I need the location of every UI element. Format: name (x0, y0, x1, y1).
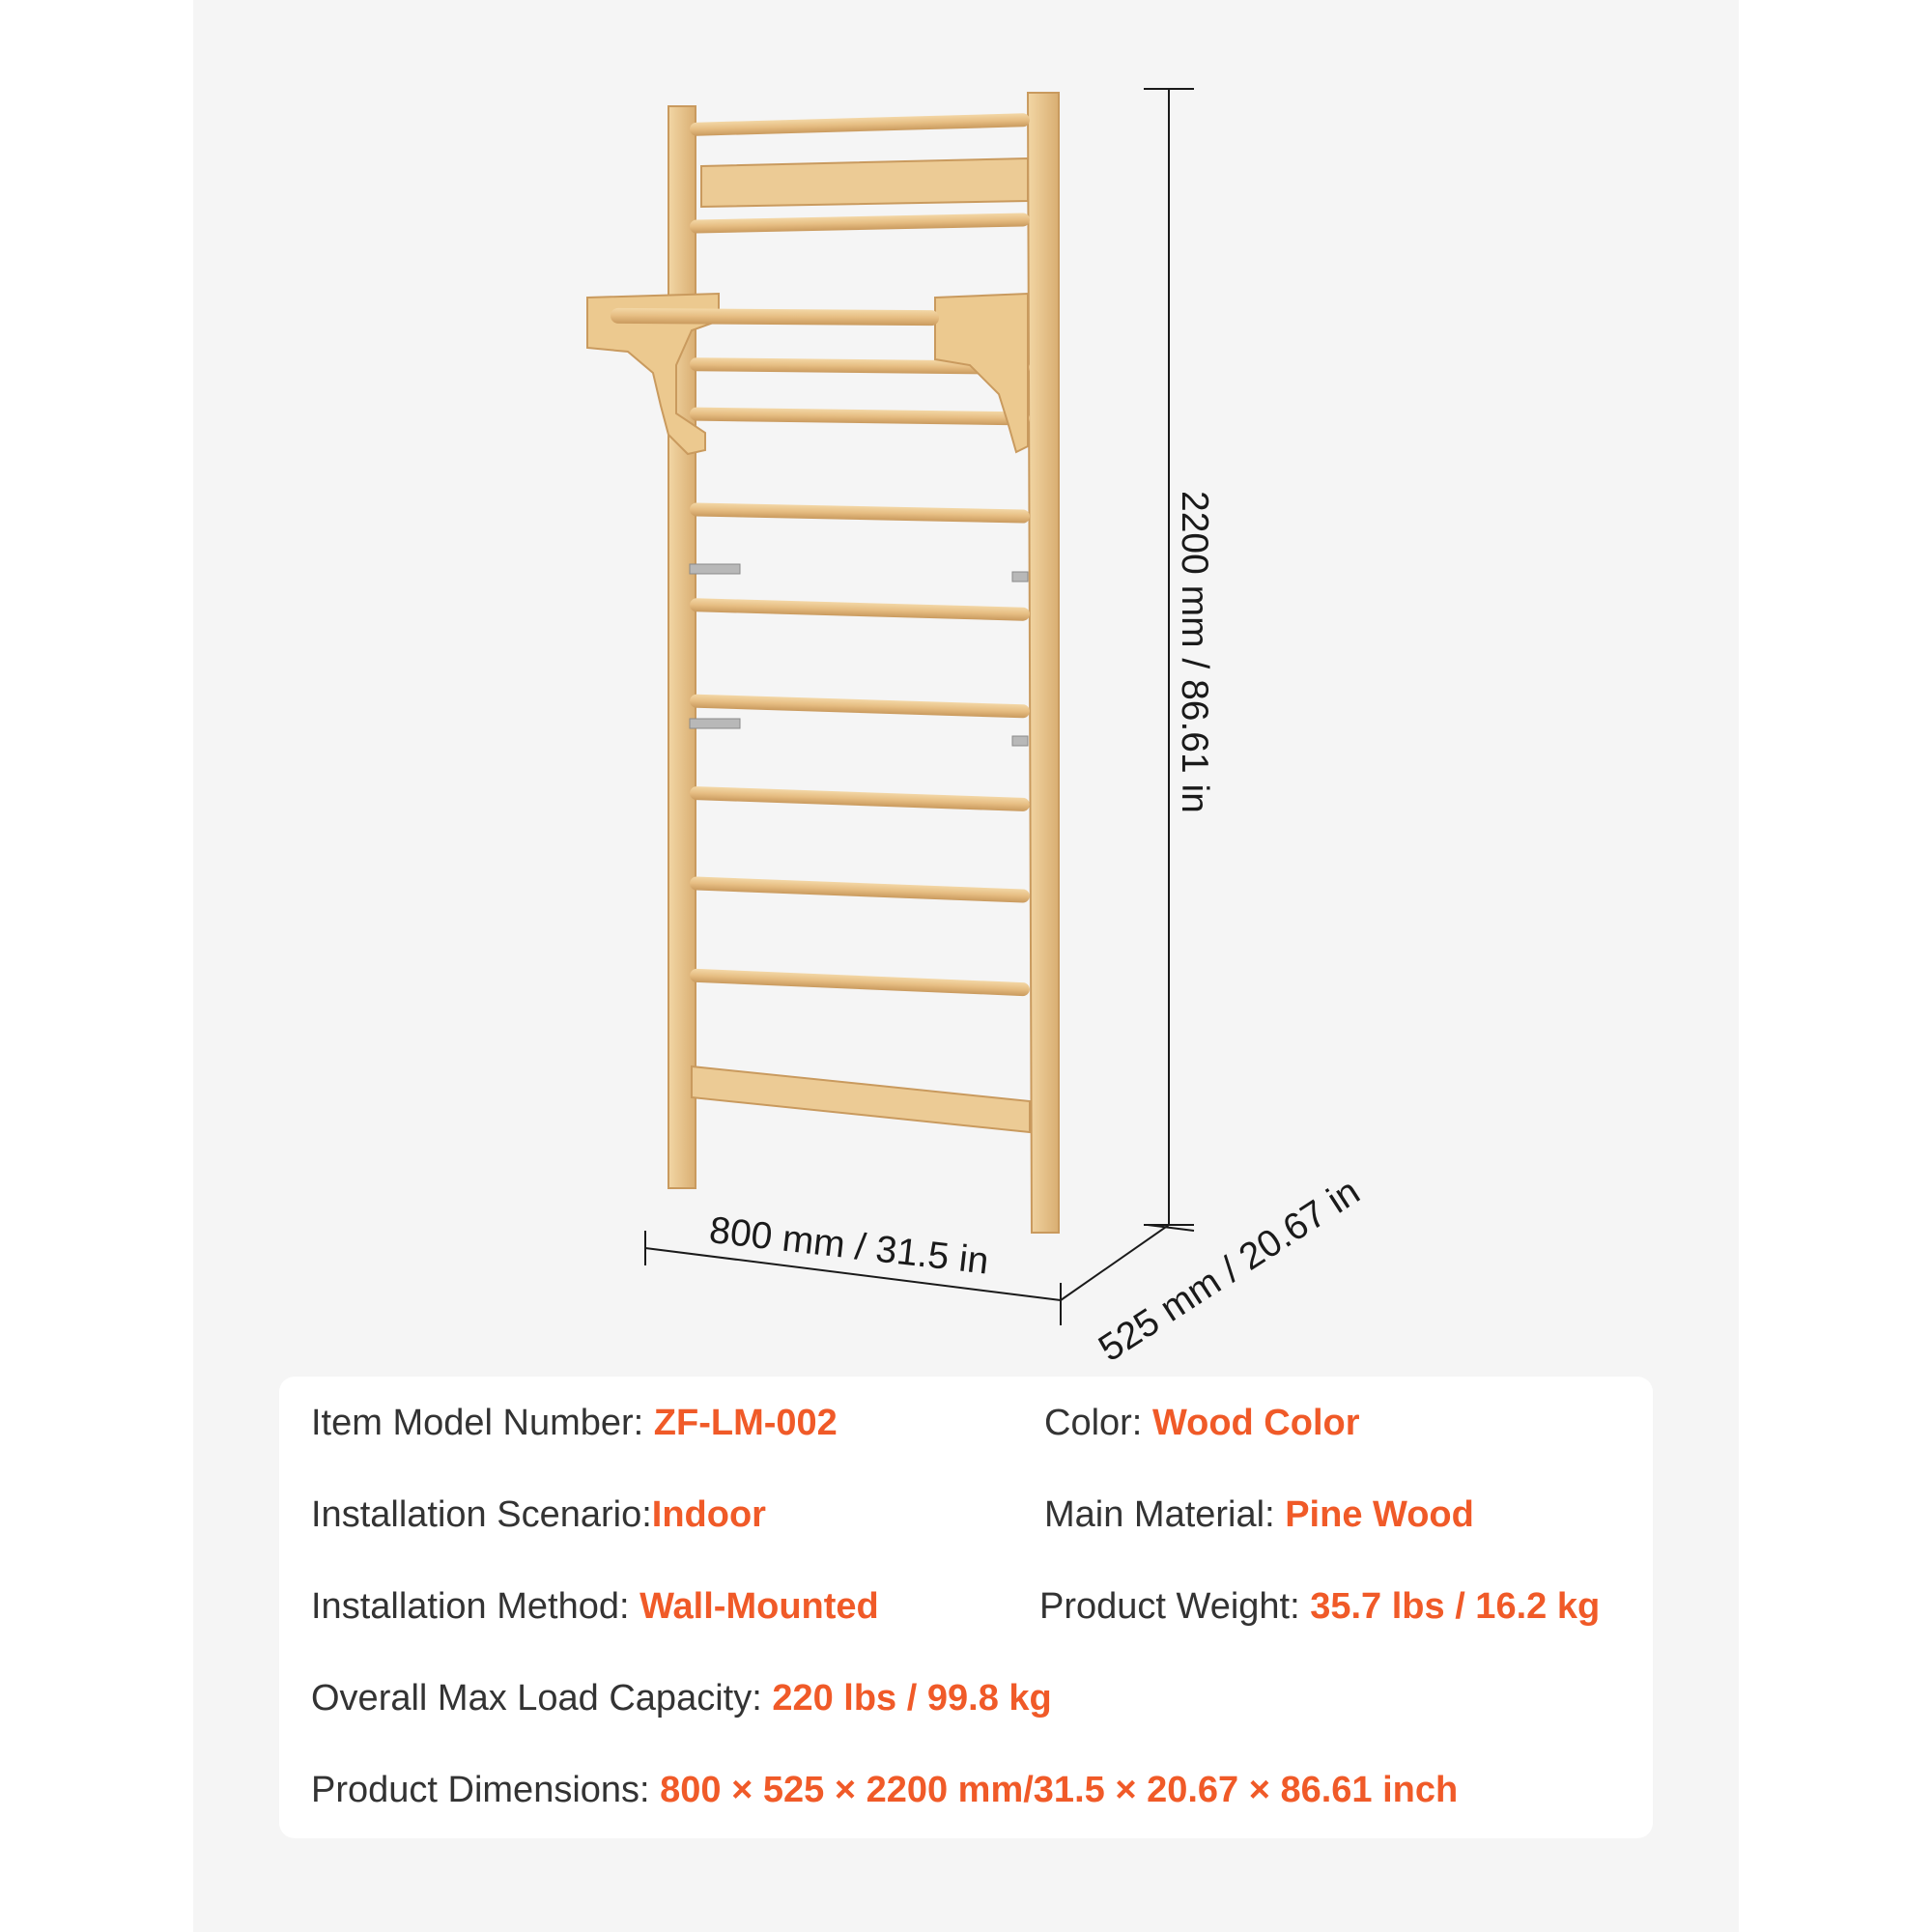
spec-dimensions (311, 1770, 1458, 1811)
spec-color (1044, 1403, 1360, 1444)
spec-material (1044, 1494, 1474, 1536)
rung (690, 786, 1030, 811)
spec-load (311, 1678, 1052, 1719)
rung (690, 502, 1030, 523)
spec-method-value: Wall-Mounted (639, 1586, 879, 1627)
right-rail (1028, 93, 1059, 1233)
spec-scenario-value: Indoor (651, 1494, 766, 1535)
spec-weight (1039, 1586, 1600, 1628)
top-board (701, 158, 1028, 207)
spec-material-label: Main Material: (1044, 1494, 1275, 1535)
depth-dim-line (1061, 1225, 1169, 1300)
spec-method (311, 1586, 879, 1628)
rung (690, 113, 1030, 136)
spec-dimensions-label: Product Dimensions: (311, 1770, 650, 1810)
spec-color-label: Color: (1044, 1403, 1143, 1443)
spec-scenario-label: Installation Scenario: (311, 1494, 652, 1535)
rung (690, 876, 1030, 903)
left-rail (668, 106, 696, 1188)
bracket (1012, 572, 1028, 582)
width-dimension-label: 800 mm / 31.5 in (707, 1209, 991, 1283)
rung (690, 969, 1030, 997)
bottom-board (692, 1066, 1030, 1132)
spec-load-label: Overall Max Load Capacity: (311, 1678, 762, 1719)
spec-weight-value: 35.7 lbs / 16.2 kg (1310, 1586, 1601, 1627)
pull-up-rung (611, 308, 939, 326)
bracket (690, 564, 740, 574)
spec-weight-label: Product Weight: (1039, 1586, 1300, 1627)
spec-load-value: 220 lbs / 99.8 kg (772, 1678, 1052, 1719)
spec-model (311, 1403, 838, 1444)
spec-dimensions-value: 800 × 525 × 2200 mm/31.5 × 20.67 × 86.61 inch (660, 1770, 1459, 1810)
spec-color-value: Wood Color (1151, 1403, 1360, 1443)
rung (690, 408, 1030, 426)
wall-bars-ladder (587, 93, 1059, 1233)
spec-material-value: Pine Wood (1285, 1494, 1474, 1535)
bracket (1012, 736, 1028, 746)
bracket (690, 719, 740, 728)
spec-method-label: Installation Method: (311, 1586, 630, 1627)
spec-model-label: Item Model Number: (311, 1403, 644, 1443)
rung (690, 598, 1030, 621)
spec-model-value: ZF-LM-002 (653, 1403, 838, 1443)
height-dimension-label: 2200 mm / 86.61 in (1174, 491, 1215, 813)
spec-scenario (311, 1494, 766, 1536)
rung (690, 694, 1030, 718)
depth-dimension-label: 525 mm / 20.67 in (1092, 1170, 1368, 1371)
rung (690, 213, 1030, 233)
wall-brackets (690, 564, 1028, 746)
rungs (690, 113, 1030, 996)
